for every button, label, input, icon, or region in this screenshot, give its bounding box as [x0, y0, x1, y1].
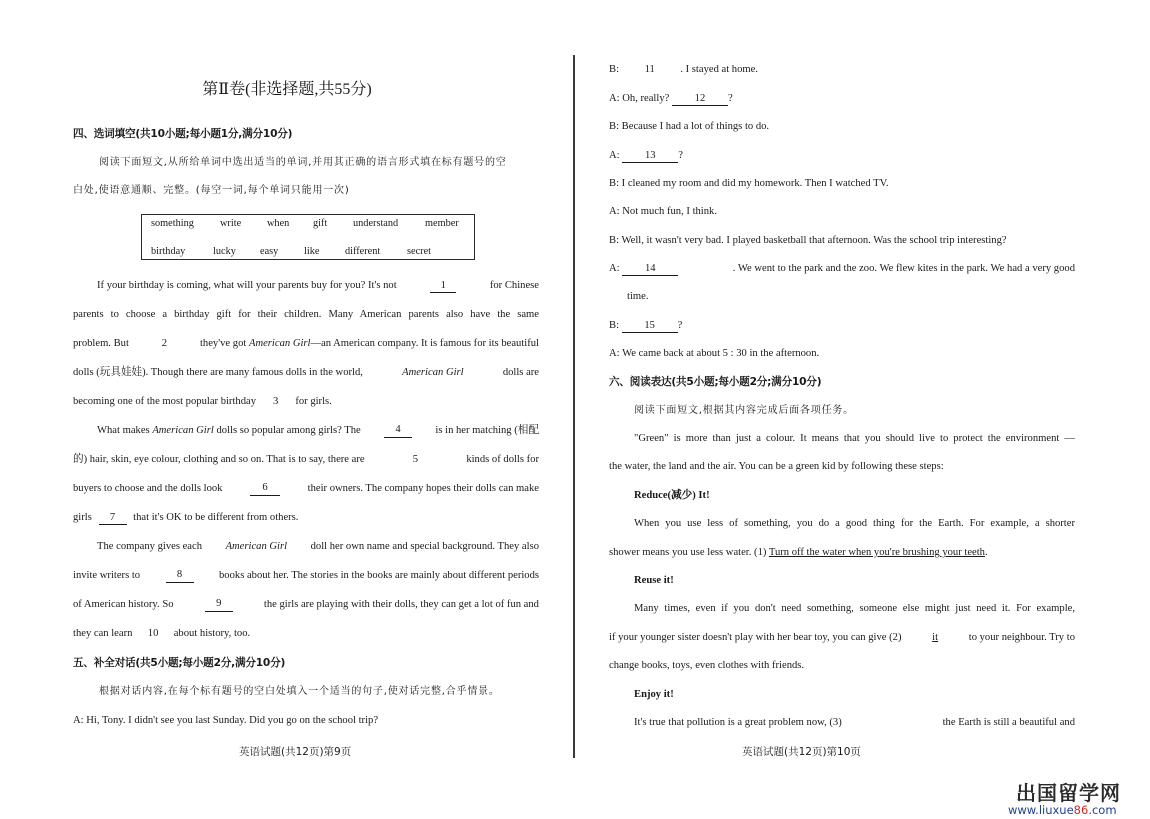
blank-12[interactable]: 12 — [672, 93, 728, 106]
passage-line: of American history. So 9 the girls are playing with their dolls, they can get a lot of fun and — [73, 598, 539, 610]
word-bank — [141, 214, 475, 260]
dialogue-line: A: Oh, really? 12 ? — [609, 93, 733, 104]
word: different — [345, 246, 381, 257]
blank-14[interactable]: 14 — [622, 263, 678, 276]
passage-line: parents to choose a birthday gift for their children. Many American parents also have the same — [73, 309, 539, 320]
blank-7[interactable]: 7 — [99, 512, 127, 525]
passage-line: What makes American Girl dolls so popular among girls? The 4 is in her matching (相配 — [97, 424, 539, 436]
dialogue-line: B: I cleaned my room and did my homework. Then I watched TV. — [609, 178, 889, 189]
watermark-url: www.liuxue86.com — [1008, 803, 1117, 817]
dialogue-line: A: 13 ? — [609, 150, 683, 161]
word: lucky — [213, 246, 236, 257]
section-5-heading: 五、补全对话(共5小题;每小题2分,满分10分) — [73, 657, 286, 669]
passage-line: "Green" is more than just a colour. It means that you should live to protect the environment — — [634, 433, 1075, 444]
right-page — [575, 0, 1150, 819]
dialogue-line: B: Well, it wasn't very bad. I played basketball that afternoon. Was the school trip interesting? — [609, 235, 1007, 246]
passage-line: Many times, even if you don't need something, someone else might just need it. For example, — [634, 603, 1075, 614]
passage-line: When you use less of something, you do a good thing for the Earth. For example, a shorter — [634, 518, 1075, 529]
section-5-instruction: 根据对话内容,在每个标有题号的空白处填入一个适当的句子,使对话完整,合乎情景。 — [99, 686, 500, 697]
blank-3[interactable]: 3 — [273, 396, 279, 407]
dialogue-line: B: 11 . I stayed at home. — [609, 64, 758, 75]
word: gift — [313, 218, 328, 229]
passage-line: buyers to choose and the dolls look 6 their owners. The company hopes their dolls can make — [73, 482, 539, 494]
watermark-site-name: 出国留学网 — [1016, 781, 1121, 805]
word: birthday — [151, 246, 186, 257]
passage-line: shower means you use less water. (1) Turn off the water when you're brushing your teeth. — [609, 547, 988, 558]
section-6-heading: 六、阅读表达(共5小题;每小题2分;满分10分) — [609, 376, 822, 388]
passage-line: girls 7 that it's OK to be different from others. — [73, 512, 299, 523]
reduce-heading: Reduce(减少) It! — [634, 490, 710, 501]
passage-line: becoming one of the most popular birthday 3 for girls. — [73, 396, 332, 407]
section-4-instruction-2: 白处,使语意通顺、完整。(每空一词,每个单词只能用一次) — [73, 185, 350, 196]
dialogue-line: A: Hi, Tony. I didn't see you last Sunday. Did you go on the school trip? — [73, 715, 379, 726]
dialogue-line: A: Not much fun, I think. — [609, 206, 717, 217]
dialogue-line: A: 14 . We went to the park and the zoo. We flew kites in the park. We had a very good — [609, 263, 1075, 274]
passage-line: problem. But 2 they've got American Girl—an American company. It is famous for its beautiful — [73, 338, 539, 349]
passage-line: 的) hair, skin, eye colour, clothing and so on. That is to say, there are 5 kinds of dolls for — [73, 454, 539, 465]
passage-line: invite writers to 8 books about her. The stories in the books are mainly about different periods — [73, 569, 539, 581]
blank-3-gap — [872, 716, 912, 730]
underlined-sentence-1: Turn off the water when you're brushing your teeth — [768, 547, 985, 558]
blank-2[interactable]: 2 — [161, 338, 168, 349]
word: when — [267, 218, 290, 229]
section-6-instruction: 阅读下面短文,根据其内容完成后面各项任务。 — [634, 405, 854, 416]
blank-13[interactable]: 13 — [622, 150, 678, 163]
blank-15[interactable]: 15 — [622, 320, 678, 333]
dialogue-continuation: time. — [627, 291, 649, 302]
enjoy-heading: Enjoy it! — [634, 689, 674, 700]
passage-line: It's true that pollution is a great problem now, (3) the Earth is still a beautiful and — [634, 717, 1075, 728]
word-bank-row-2 — [142, 246, 474, 260]
word-bank-row-1 — [142, 218, 474, 232]
word: write — [220, 218, 242, 229]
word: understand — [353, 218, 399, 229]
passage-line: If your birthday is coming, what will your parents buy for you? It's not 1 for Chinese — [97, 280, 539, 291]
passage-line: dolls (玩具娃娃). Though there are many famous dolls in the world, American Girl dolls are — [73, 367, 539, 378]
part-title: 第Ⅱ卷(非选择题,共55分) — [202, 81, 372, 98]
blank-4[interactable]: 4 — [384, 424, 412, 438]
word: member — [425, 218, 459, 229]
page-footer: 英语试题(共12页)第9页 — [239, 746, 352, 758]
passage-line: the water, the land and the air. You can be a green kid by following these steps: — [609, 461, 944, 472]
page-footer: 英语试题(共12页)第10页 — [742, 746, 861, 758]
passage-line: The company gives each American Girl doll her own name and special background. They also — [97, 541, 539, 552]
section-4-heading: 四、选词填空(共10小题;每小题1分,满分10分) — [73, 128, 293, 140]
word: secret — [407, 246, 432, 257]
left-page — [0, 0, 574, 819]
word: easy — [260, 246, 279, 257]
blank-9[interactable]: 9 — [205, 598, 233, 612]
blank-11[interactable]: 11 — [644, 64, 655, 75]
passage-line: change books, toys, even clothes with friends. — [609, 660, 805, 671]
site-watermark — [1008, 782, 1148, 817]
blank-8[interactable]: 8 — [166, 569, 194, 583]
word: like — [304, 246, 320, 257]
dialogue-line: B: Because I had a lot of things to do. — [609, 121, 770, 132]
underlined-word-2: it — [932, 632, 939, 643]
blank-5[interactable]: 5 — [412, 454, 419, 465]
blank-6[interactable]: 6 — [250, 482, 280, 496]
section-4-instruction-1: 阅读下面短文,从所给单词中选出适当的单词,并用其正确的语言形式填在标有题号的空 — [99, 157, 507, 168]
word: something — [151, 218, 194, 229]
reuse-heading: Reuse it! — [634, 575, 674, 586]
blank-10[interactable]: 10 — [147, 628, 159, 639]
blank-1[interactable]: 1 — [430, 280, 456, 293]
dialogue-line: B: 15 ? — [609, 320, 683, 331]
dialogue-line: A: We came back at about 5 : 30 in the afternoon. — [609, 348, 820, 359]
passage-line: if your younger sister doesn't play with her bear toy, you can give (2) it to your neighbour. Try to — [609, 632, 1075, 643]
passage-line: they can learn 10 about history, too. — [73, 628, 251, 639]
